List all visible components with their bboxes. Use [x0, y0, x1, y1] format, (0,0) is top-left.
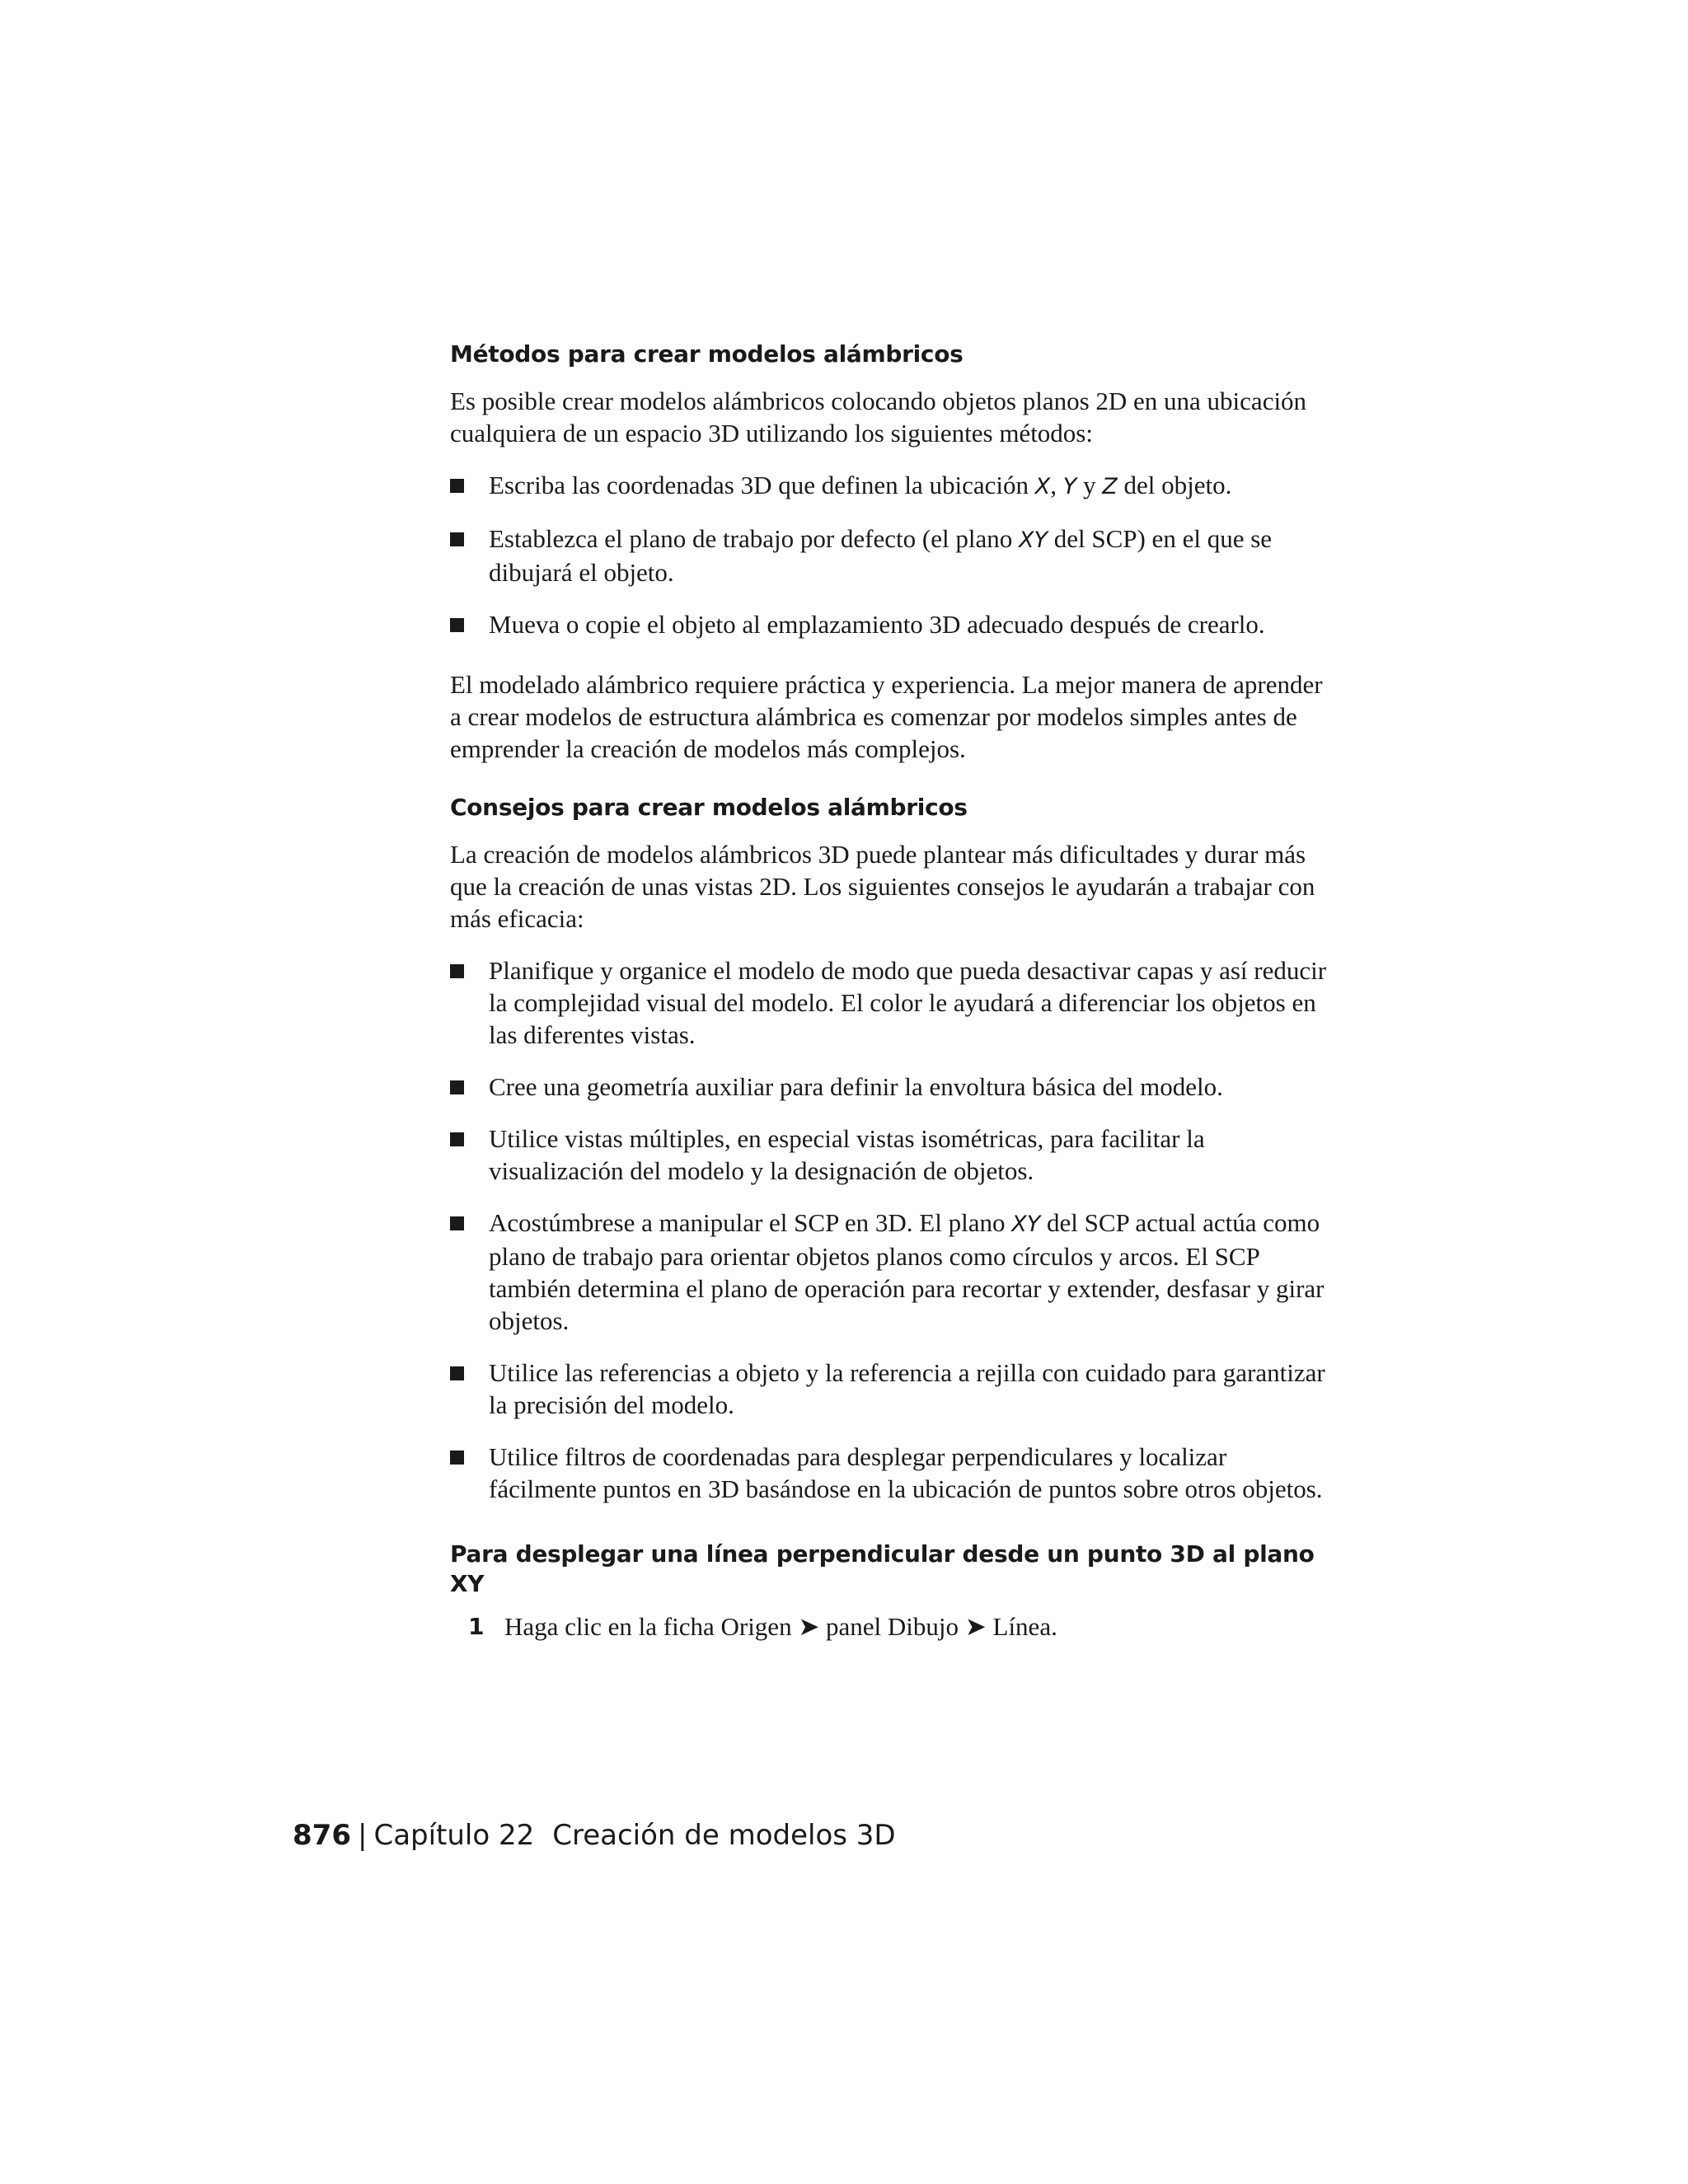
- square-bullet-icon: [450, 532, 464, 546]
- square-bullet-icon: [450, 1366, 464, 1380]
- square-bullet-icon: [450, 1216, 464, 1230]
- square-bullet-icon: [450, 479, 464, 493]
- square-bullet-icon: [450, 964, 464, 978]
- step-number: 1: [468, 1613, 485, 1640]
- page-content: [450, 340, 1332, 1643]
- paragraph-tips-intro: La creación de modelos alámbricos 3D puede plantear más dificultades y durar más que la creación de unas vistas 2D. Los siguientes consejos le ayudarán a trabajar con más eficacia:: [450, 840, 1315, 933]
- procedure-heading: Para desplegar una línea perpendicular desde un punto 3D al plano XY: [450, 1540, 1315, 1597]
- step-text: Haga clic en la ficha Origen ➤ panel Dibujo ➤ Línea.: [504, 1612, 1057, 1641]
- square-bullet-icon: [450, 1080, 464, 1094]
- square-bullet-icon: [450, 618, 464, 632]
- procedure-step: [450, 1610, 1332, 1643]
- footer-chapter: Capítulo 22: [373, 1819, 535, 1852]
- tips-list: [450, 954, 1332, 1505]
- list-item: Planifique y organice el modelo de modo que pueda desactivar capas y así reducir la complejidad visual del modelo. El color le ayudará a diferenciar los objetos en las diferentes vistas.: [450, 954, 1332, 1051]
- square-bullet-icon: [450, 1132, 464, 1146]
- section-heading-tips: Consejos para crear modelos alámbricos: [450, 794, 968, 821]
- list-item: Mueva o copie el objeto al emplazamiento 3D adecuado después de crearlo.: [450, 608, 1332, 640]
- list-item: Cree una geometría auxiliar para definir la envoltura básica del modelo.: [450, 1071, 1332, 1103]
- square-bullet-icon: [450, 1451, 464, 1465]
- list-item: Establezca el plano de trabajo por defecto (el plano XY del SCP) en el que se dibujará el objeto.: [450, 523, 1332, 588]
- section-heading-methods: Métodos para crear modelos alámbricos: [450, 340, 964, 368]
- list-item: Escriba las coordenadas 3D que definen la ubicación X, Y y Z del objeto.: [450, 469, 1332, 503]
- list-item: Utilice las referencias a objeto y la referencia a rejilla con cuidado para garantizar la precisión del modelo.: [450, 1357, 1332, 1421]
- paragraph-methods-intro: Es posible crear modelos alámbricos colocando objetos planos 2D en una ubicación cualquiera de un espacio 3D utilizando los siguientes métodos:: [450, 387, 1307, 448]
- footer-chapter-title: Creación de modelos 3D: [552, 1819, 896, 1852]
- methods-list: [450, 469, 1332, 640]
- footer-separator: |: [357, 1819, 368, 1852]
- list-item: Utilice filtros de coordenadas para desplegar perpendiculares y localizar fácilmente puntos en 3D basándose en la ubicación de puntos sobre otros objetos.: [450, 1441, 1332, 1505]
- list-item: Utilice vistas múltiples, en especial vistas isométricas, para facilitar la visualización del modelo y la designación de objetos.: [450, 1122, 1332, 1187]
- page-number: 876: [293, 1819, 351, 1852]
- paragraph-methods-closing: El modelado alámbrico requiere práctica y experiencia. La mejor manera de aprender a crear modelos de estructura alámbrica es comenzar por modelos simples antes de emprender la creación de modelos más complejos.: [450, 670, 1323, 763]
- page-footer: [293, 1817, 896, 1854]
- list-item: Acostúmbrese a manipular el SCP en 3D. El plano XY del SCP actual actúa como plano de trabajo para orientar objetos planos como círculos y arcos. El SCP también determina el plano de operación para recortar y extender, desfasar y girar objetos.: [450, 1207, 1332, 1337]
